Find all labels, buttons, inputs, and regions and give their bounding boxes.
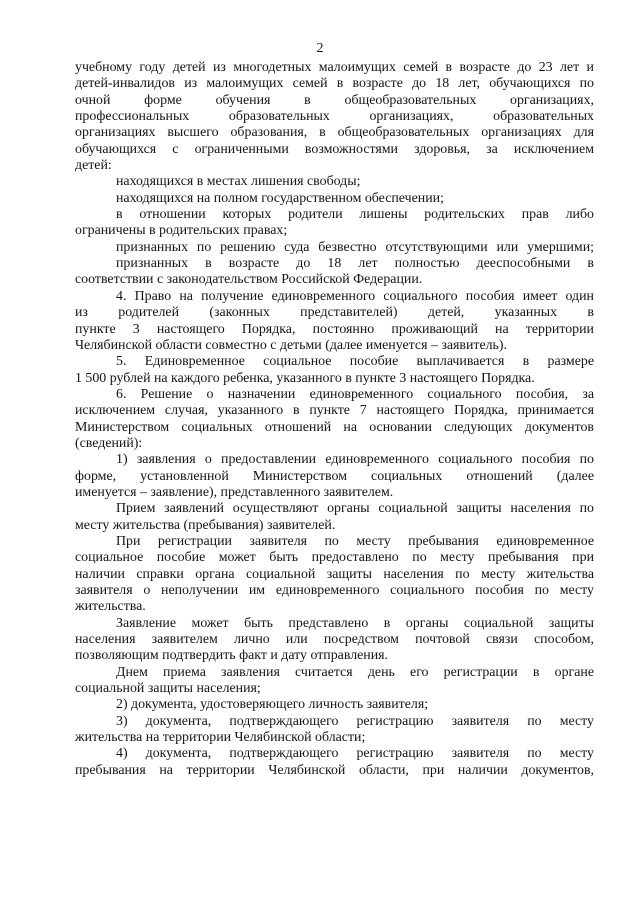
- text-line: пребывания на территории Челябинской области, при наличии документов,: [75, 762, 594, 778]
- text-line: находящихся в местах лишения свободы;: [116, 174, 361, 190]
- text-line: Днем приема заявления считается день его регистрации в органе: [116, 664, 594, 680]
- text-line: социальное пособие может быть предоставлено по месту пребывания при: [75, 550, 594, 566]
- text-line: ограничены в родительских правах;: [75, 223, 288, 239]
- text-line: соответствии с законодательством Российской Федерации.: [75, 272, 423, 288]
- text-line: форме, установленной Министерством социальных отношений (далее: [75, 468, 594, 484]
- text-line: 2) документа, удостоверяющего личность заявителя;: [116, 697, 429, 713]
- text-line: наличии справки органа социальной защиты населения по месту жительства: [75, 566, 594, 582]
- text-line: профессиональных образовательных организациях, образовательных: [75, 109, 594, 125]
- text-line: признанных по решению суда безвестно отсутствующими или умершими;: [116, 239, 594, 255]
- text-line: жительства.: [75, 599, 146, 615]
- text-line: 3) документа, подтверждающего регистрацию заявителя по месту: [116, 713, 594, 729]
- text-line: организациях высшего образования, в общеобразовательных организациях для: [75, 125, 594, 141]
- text-line: 6. Решение о назначении единовременного социального пособия, за: [116, 386, 594, 402]
- text-line: Прием заявлений осуществляют органы социальной защиты населения по: [116, 501, 594, 517]
- text-line: Министерством социальных отношений на основании следующих документов: [75, 419, 594, 435]
- text-line: очной форме обучения в общеобразовательных организациях,: [75, 92, 594, 108]
- text-line: 1 500 рублей на каждого ребенка, указанного в пункте 3 настоящего Порядка.: [75, 370, 535, 386]
- text-line: находящихся на полном государственном обеспечении;: [116, 190, 444, 206]
- text-line: 1) заявления о предоставлении единовременного социального пособия по: [116, 452, 594, 468]
- text-line: детей:: [75, 158, 112, 174]
- text-line: детей-инвалидов из малоимущих семей в возрасте до 18 лет, обучающихся по: [75, 76, 594, 92]
- text-line: При регистрации заявителя по месту пребывания единовременное: [116, 533, 594, 549]
- text-line: месту жительства (пребывания) заявителей.: [75, 517, 336, 533]
- text-line: 4) документа, подтверждающего регистрацию заявителя по месту: [116, 746, 594, 762]
- page-number: 2: [316, 41, 324, 56]
- text-line: социальной защиты населения;: [75, 681, 261, 697]
- text-line: населения заявителем лично или посредством почтовой связи способом,: [75, 632, 594, 648]
- text-line: Заявление может быть представлено в органы социальной защиты: [116, 615, 594, 631]
- text-line: заявителя о неполучении им единовременного социального пособия по месту: [75, 583, 594, 598]
- document-body: [75, 60, 594, 779]
- text-line: учебному году детей из многодетных малоимущих семей в возрасте до 23 лет и: [75, 60, 594, 75]
- text-line: признанных в возрасте до 18 лет полностью дееспособными в: [116, 256, 594, 272]
- text-line: пункте 3 настоящего Порядка, постоянно проживающий на территории: [75, 321, 594, 337]
- text-line: из родителей (законных представителей) детей, указанных в: [75, 305, 594, 321]
- text-line: Челябинской области совместно с детьми (далее именуется – заявитель).: [75, 337, 507, 353]
- text-line: именуется – заявление), представленного заявителем.: [75, 484, 394, 500]
- text-line: исключением случая, указанного в пункте 7 настоящего Порядка, принимается: [75, 403, 594, 419]
- text-line: 5. Единовременное социальное пособие выплачивается в размере: [116, 354, 594, 370]
- text-line: жительства на территории Челябинской области;: [75, 730, 366, 746]
- text-line: позволяющим подтвердить факт и дату отправления.: [75, 648, 389, 664]
- text-line: 4. Право на получение единовременного социального пособия имеет один: [116, 288, 594, 304]
- text-line: (сведений):: [75, 435, 143, 451]
- text-line: обучающихся с ограниченными возможностями здоровья, за исключением: [75, 141, 594, 157]
- text-line: в отношении которых родители лишены родительских прав либо: [116, 207, 594, 223]
